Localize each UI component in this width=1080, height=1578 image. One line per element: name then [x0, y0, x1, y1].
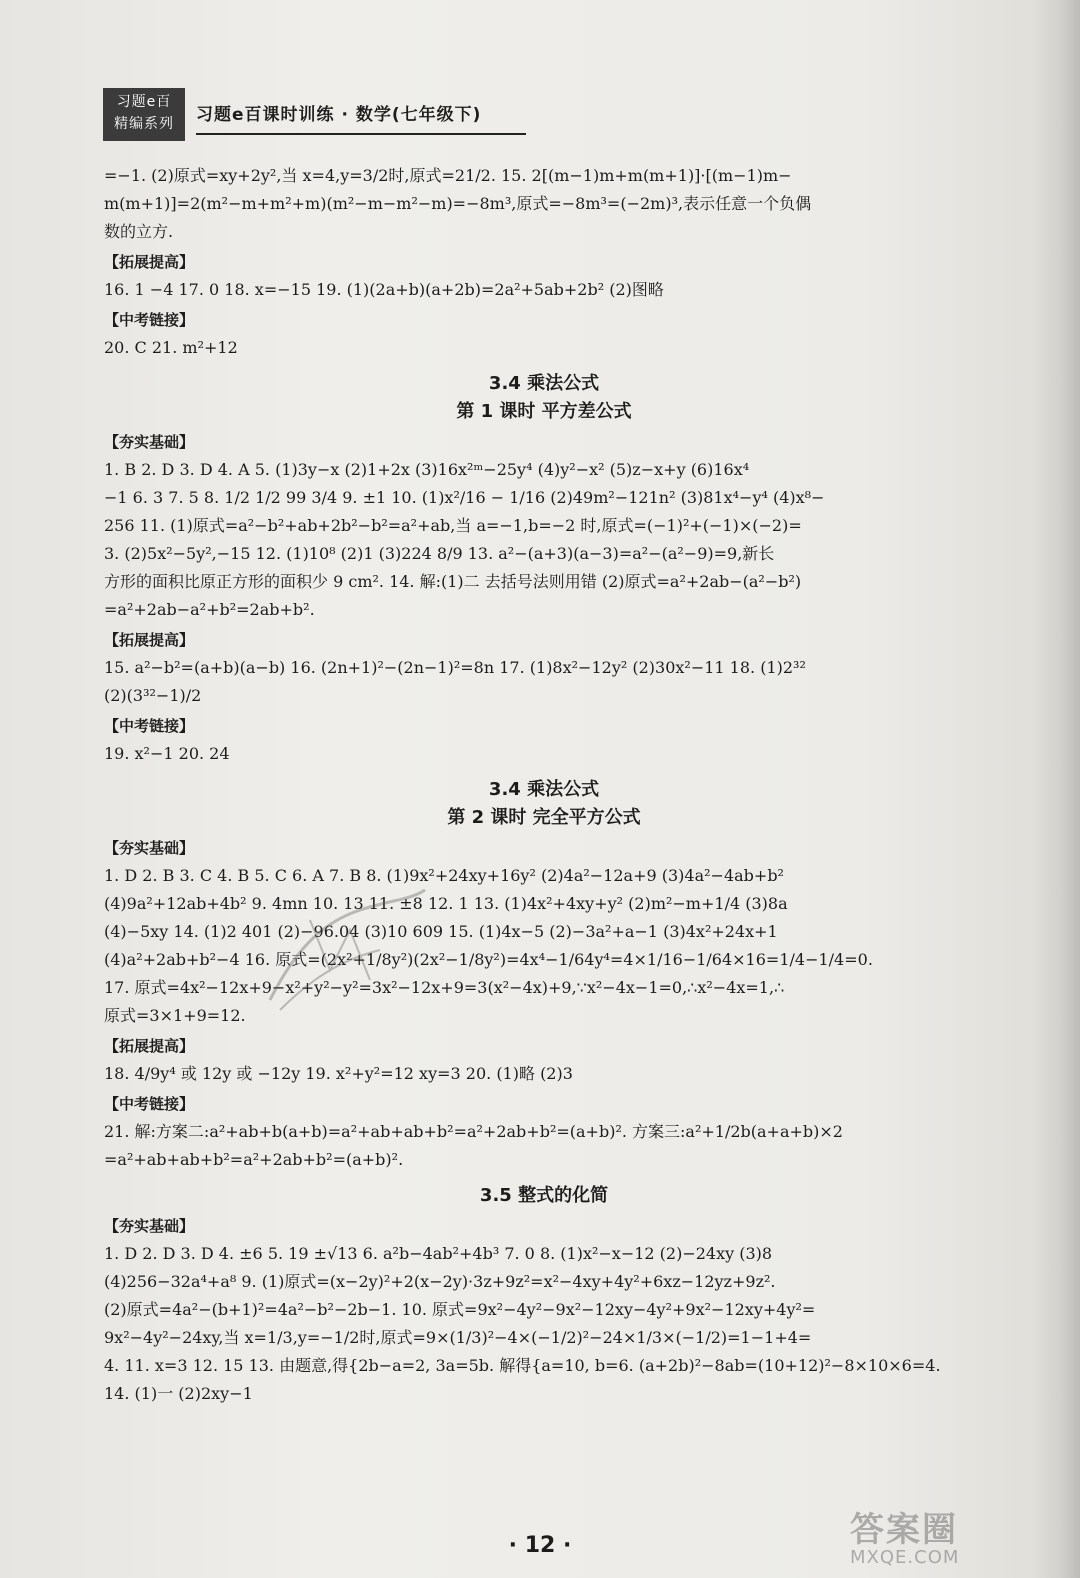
text-line: m(m+1)]=2(m²−m+m²+m)(m²−m−m²−m)=−8m³,原式=−8m³=(−2m)³,表示任意一个负偶 — [104, 194, 812, 213]
text-line: 15. a²−b²=(a+b)(a−b) 16. (2n+1)²−(2n−1)²=8n 17. (1)8x²−12y² (2)30x²−11 18. (1)2³² — [104, 658, 806, 677]
text-line: =a²+ab+ab+b²=a²+2ab+b²=(a+b)². — [104, 1150, 404, 1169]
book-title: 习题e百课时训练 · 数学(七年级下) — [196, 100, 526, 135]
chapter-title: 3.4 乘法公式 — [488, 779, 600, 800]
page-number: · 12 · — [508, 1533, 572, 1558]
text-line: 21. 解:方案二:a²+ab+b(a+b)=a²+ab+ab+b²=a²+2ab+b²=(a+b)². 方案三:a²+1/2b(a+a+b)×2 — [104, 1122, 843, 1141]
handwritten-scribble — [250, 880, 440, 1030]
text-line: (4)9a²+12ab+4b² 9. 4mn 10. 13 11. ±8 12. 1 13. (1)4x²+4xy+y² (2)m²−m+1/4 (3)8a — [104, 894, 788, 913]
text-line: 3. (2)5x²−5y²,−15 12. (1)10⁸ (2)1 (3)224 8/9 13. a²−(a+3)(a−3)=a²−(a²−9)=9,新长 — [104, 544, 775, 563]
page-edge-shadow — [1032, 0, 1080, 1578]
text-line: 20. C 21. m²+12 — [104, 338, 238, 357]
text-line: 1. B 2. D 3. D 4. A 5. (1)3y−x (2)1+2x (3)16x²ᵐ−25y⁴ (4)y²−x² (5)z−x+y (6)16x⁴ — [104, 460, 750, 479]
text-line: (4)a²+2ab+b²−4 16. 原式=(2x²+1/8y²)(2x²−1/8y²)=4x⁴−1/64y⁴=4×1/16−1/64×16=1/4−1/4=0. — [104, 950, 873, 969]
watermark-main: 答案圈 — [850, 1510, 958, 1550]
section-label: 【夯实基础】 — [104, 1217, 195, 1235]
text-line: 4. 11. x=3 12. 15 13. 由题意,得{2b−a=2, 3a=5b. 解得{a=10, b=6. (a+2b)²−8ab=(10+12)²−8×10×6=4. — [104, 1356, 941, 1375]
text-line: 19. x²−1 20. 24 — [104, 744, 230, 763]
text-line: 16. 1 −4 17. 0 18. x=−15 19. (1)(2a+b)(a+2b)=2a²+5ab+2b² (2)图略 — [104, 280, 664, 299]
series-badge — [103, 88, 185, 141]
text-line: 方形的面积比原正方形的面积少 9 cm². 14. 解:(1)二 去括号法则用错 (2)原式=a²+2ab−(a²−b²) — [104, 572, 802, 591]
answer-content — [104, 162, 984, 1408]
section-label: 【拓展提高】 — [104, 1037, 195, 1055]
text-line: 9x²−4y²−24xy,当 x=1/3,y=−1/2时,原式=9×(1/3)²−4×(−1/2)²−24×1/3×(−1/2)=1−1+4= — [104, 1328, 812, 1347]
section-label: 【中考链接】 — [104, 311, 195, 329]
section-label: 【夯实基础】 — [104, 839, 195, 857]
lesson-title: 第 2 课时 完全平方公式 — [447, 807, 641, 828]
chapter-title: 3.4 乘法公式 — [488, 373, 600, 394]
text-line: 数的立方. — [104, 222, 174, 241]
text-line: 14. (1)一 (2)2xy−1 — [104, 1384, 253, 1403]
text-line: (4)256−32a⁴+a⁸ 9. (1)原式=(x−2y)²+2(x−2y)·3z+9z²=x²−4xy+4y²+6xz−12yz+9z². — [104, 1272, 776, 1291]
text-line: =a²+2ab−a²+b²=2ab+b². — [104, 600, 315, 619]
section-label: 【中考链接】 — [104, 1095, 195, 1113]
text-line: 18. 4/9y⁴ 或 12y 或 −12y 19. x²+y²=12 xy=3 20. (1)略 (2)3 — [104, 1064, 573, 1083]
text-line: (2)(3³²−1)/2 — [104, 686, 202, 705]
section-label: 【拓展提高】 — [104, 253, 195, 271]
section-label: 【夯实基础】 — [104, 433, 195, 451]
lesson-title: 第 1 课时 平方差公式 — [456, 401, 632, 422]
text-line: 原式=3×1+9=12. — [104, 1006, 246, 1025]
text-line: (4)−5xy 14. (1)2 401 (2)−96.04 (3)10 609 15. (1)4x−5 (2)−3a²+a−1 (3)4x²+24x+1 — [104, 922, 778, 941]
text-line: (2)原式=4a²−(b+1)²=4a²−b²−2b−1. 10. 原式=9x²−4y²−9x²−12xy−4y²+9x²−12xy+4y²= — [104, 1300, 816, 1319]
section-label: 【拓展提高】 — [104, 631, 195, 649]
text-line: =−1. (2)原式=xy+2y²,当 x=4,y=3/2时,原式=21/2. 15. 2[(m−1)m+m(m+1)]·[(m−1)m− — [104, 166, 792, 185]
text-line: −1 6. 3 7. 5 8. 1/2 1/2 99 3/4 9. ±1 10. (1)x²/16 − 1/16 (2)49m²−121n² (3)81x⁴−y⁴ (4)x⁸− — [104, 488, 825, 507]
text-line: 1. D 2. D 3. D 4. ±6 5. 19 ±√13 6. a²b−4ab²+4b³ 7. 0 8. (1)x²−x−12 (2)−24xy (3)8 — [104, 1244, 773, 1263]
text-line: 17. 原式=4x²−12x+9−x²+y²−y²=3x²−12x+9=3(x²−4x)+9,∵x²−4x−1=0,∴x²−4x=1,∴ — [104, 978, 785, 997]
badge-line-1: 习题e百 — [116, 94, 172, 110]
watermark-sub: MXQE.COM — [850, 1547, 960, 1568]
text-line: 256 11. (1)原式=a²−b²+ab+2b²−b²=a²+ab,当 a=−1,b=−2 时,原式=(−1)²+(−1)×(−2)= — [104, 516, 802, 535]
watermark-logo — [850, 1502, 1010, 1568]
section-label: 【中考链接】 — [104, 717, 195, 735]
text-line: 1. D 2. B 3. C 4. B 5. C 6. A 7. B 8. (1)9x²+24xy+16y² (2)4a²−12a+9 (3)4a²−4ab+b² — [104, 866, 784, 885]
badge-line-2: 精编系列 — [114, 116, 174, 132]
chapter-title: 3.5 整式的化简 — [479, 1185, 609, 1206]
